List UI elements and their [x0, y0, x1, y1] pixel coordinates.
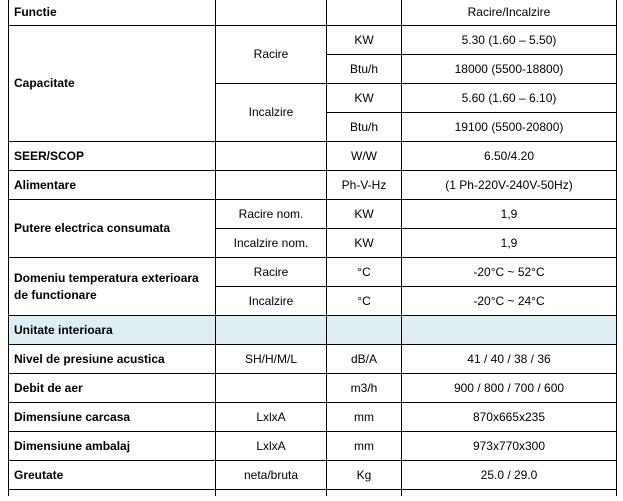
cell-unit: KW	[327, 26, 402, 55]
cell-value: -20°C ~ 24°C	[402, 287, 617, 316]
cell-value: 1,9	[402, 200, 617, 229]
cell-value: Racire/Incalzire	[402, 0, 617, 26]
table-row-putere-racire	[9, 200, 617, 229]
row-label: Greutate	[9, 461, 216, 490]
cell-unit: KW	[327, 229, 402, 258]
cell-mode: SH/H/M/L	[216, 345, 327, 374]
cell-value: 19100 (5500-20800)	[402, 113, 617, 142]
cell-value: 973x770x300	[402, 432, 617, 461]
cell-unit: W/W	[327, 142, 402, 171]
cell-unit: °C	[327, 258, 402, 287]
section-heading: Unitate interioara	[9, 316, 216, 345]
cell-unit: °C	[327, 287, 402, 316]
table-row-domeniu-racire	[9, 258, 617, 287]
cell-value: 18000 (5500-18800)	[402, 55, 617, 84]
row-label: Dimensiune ambalaj	[9, 432, 216, 461]
cell-mode: Racire	[216, 26, 327, 84]
cell-value: 25.0 / 29.0	[402, 461, 617, 490]
table-row-greutate	[9, 461, 617, 490]
cell-value: 6.50/4.20	[402, 142, 617, 171]
cell-unit: KW	[327, 200, 402, 229]
table-row-functie	[9, 0, 617, 26]
table-row-capacitate-racire-kw	[9, 26, 617, 55]
cell-mode: LxlxA	[216, 432, 327, 461]
spec-table	[8, 0, 617, 496]
cell-value: 1,9	[402, 229, 617, 258]
table-row-ambalaj	[9, 432, 617, 461]
cell-value: 5.30 (1.60 – 5.50)	[402, 26, 617, 55]
table-row-unitate-interioara	[9, 316, 617, 345]
cell-value: (1 Ph-220V-240V-50Hz)	[402, 171, 617, 200]
cell-unit: m3/h	[327, 374, 402, 403]
cell-mode: neta/bruta	[216, 461, 327, 490]
cell-value: 870x665x235	[402, 403, 617, 432]
row-label: Debit de aer	[9, 374, 216, 403]
cell-value: 900 / 800 / 700 / 600	[402, 374, 617, 403]
table-row-seer	[9, 142, 617, 171]
cell-unit: dB/A	[327, 345, 402, 374]
table-row-debit	[9, 374, 617, 403]
table-row-nivel	[9, 345, 617, 374]
row-label: Putere electrica consumata	[9, 200, 216, 258]
cell-mode: Incalzire	[216, 287, 327, 316]
cell-unit: mm	[327, 403, 402, 432]
cell-unit: Btu/h	[327, 113, 402, 142]
cell-unit: Kg	[327, 461, 402, 490]
cell-unit: mm	[327, 432, 402, 461]
row-label: Functie	[9, 0, 216, 26]
row-label: Nivel de presiune acustica	[9, 345, 216, 374]
row-label: Capacitate	[9, 26, 216, 142]
cell-value: 41 / 40 / 38 / 36	[402, 345, 617, 374]
row-label: Domeniu temperatura exterioara de functionare	[9, 258, 216, 316]
cell-unit: Ph-V-Hz	[327, 171, 402, 200]
cell-value: 5.60 (1.60 – 6.10)	[402, 84, 617, 113]
cell-unit: Btu/h	[327, 55, 402, 84]
cell-mode: Racire	[216, 258, 327, 287]
table-row-alimentare	[9, 171, 617, 200]
row-label: SEER/SCOP	[9, 142, 216, 171]
table-row-carcasa	[9, 403, 617, 432]
cell-mode: LxlxA	[216, 403, 327, 432]
row-label: Dimensiune carcasa	[9, 403, 216, 432]
row-label: Alimentare	[9, 171, 216, 200]
cell-mode: Incalzire	[216, 84, 327, 142]
table-row-cut-off	[9, 490, 617, 496]
cell-mode: Racire nom.	[216, 200, 327, 229]
cell-unit: KW	[327, 84, 402, 113]
cell-mode: Incalzire nom.	[216, 229, 327, 258]
cell-value: -20°C ~ 52°C	[402, 258, 617, 287]
